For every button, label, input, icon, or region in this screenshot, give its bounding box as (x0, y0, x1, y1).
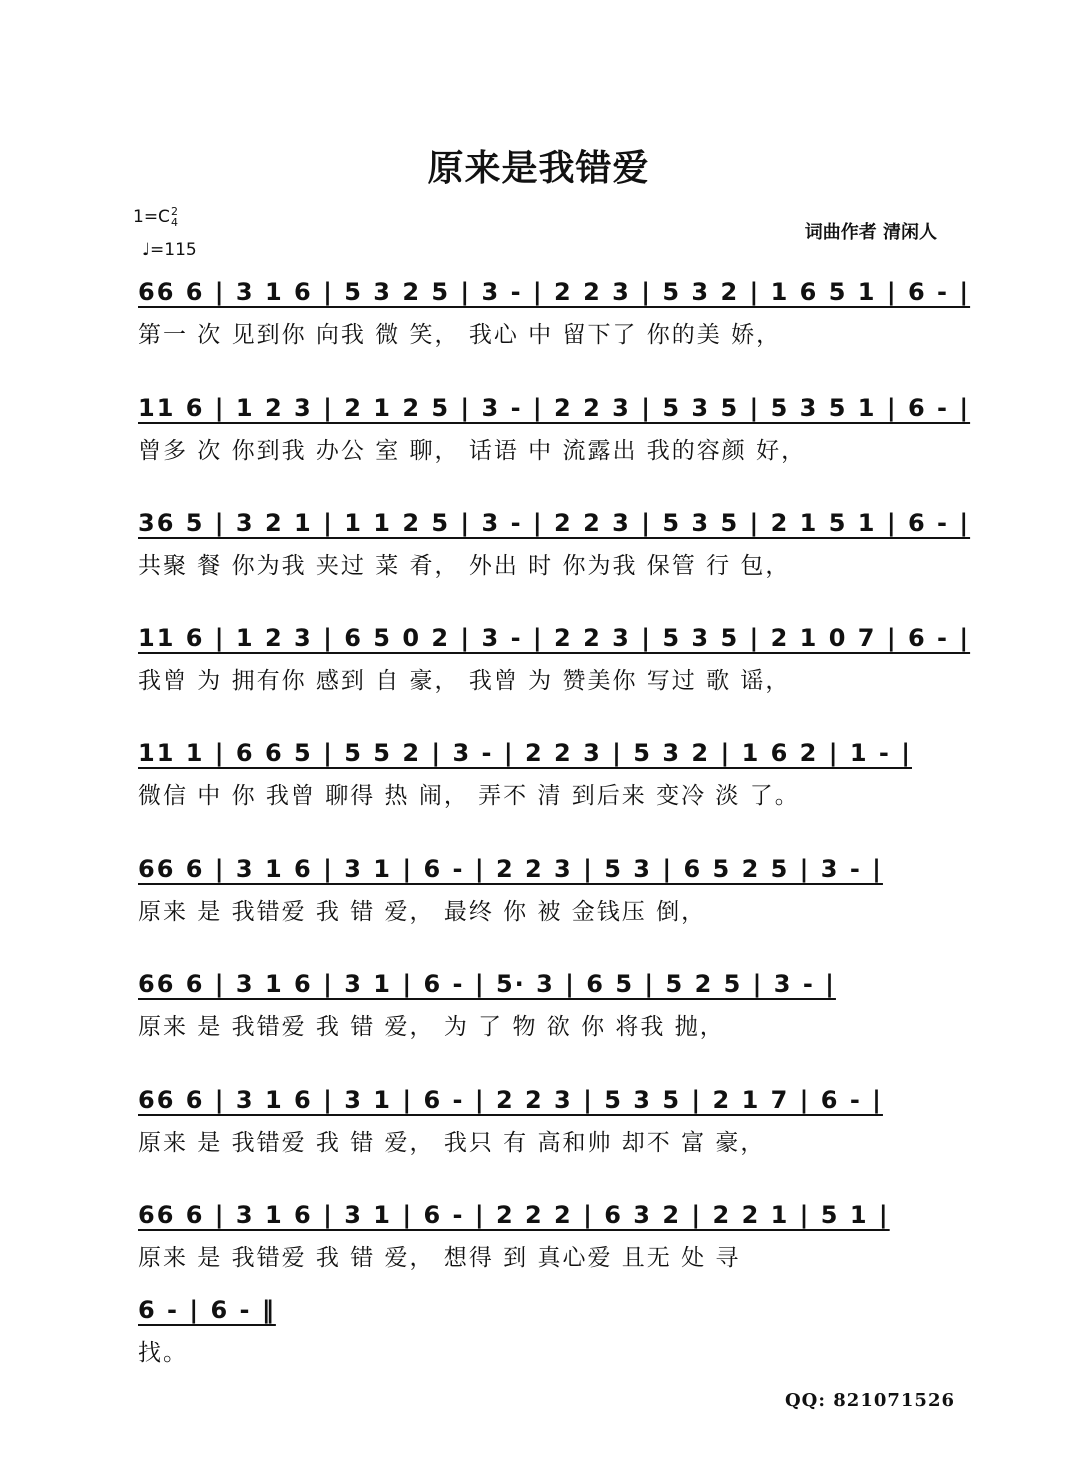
notation-row (138, 503, 971, 543)
notation-text: 11 1 | 6 6 5 | 5 5 2 | 3 - | 2 2 3 | 5 3 2 | 1 6 2 | 1 - | (138, 739, 912, 767)
author-credit: 词曲作者 清闲人 (804, 222, 937, 243)
score-line (138, 1195, 968, 1279)
notation-row (138, 1195, 968, 1235)
notation-row (138, 1080, 968, 1120)
lyrics-row: 第一 次 见到你 向我 微 笑， 我心 中 留下了 你的美 娇， (138, 322, 782, 348)
lyrics-row: 我曾 为 拥有你 感到 自 豪， 我曾 为 赞美你 写过 歌 谣， (138, 668, 791, 694)
key-signature (133, 206, 178, 228)
song-title: 原来是我错爱 (427, 147, 650, 189)
notation-row (138, 1290, 968, 1330)
notation-text: 66 6 | 3 1 6 | 3 1 | 6 - | 2 2 2 | 6 3 2 | 2 2 1 | 5 1 | (138, 1201, 890, 1229)
key-label: 1=C (133, 207, 170, 227)
time-signature-bottom: 4 (170, 216, 178, 229)
notation-row (138, 272, 971, 312)
score-line (138, 1080, 968, 1164)
time-signature (171, 206, 178, 228)
lyrics-row: 原来 是 我错爱 我 错 爱， 想得 到 真心爱 且无 处 寻 (138, 1245, 741, 1271)
notation-row (138, 388, 971, 428)
notation-row (138, 964, 968, 1004)
score-line-final (138, 1290, 968, 1374)
score-line (138, 964, 968, 1048)
lyrics-row: 共聚 餐 你为我 夹过 菜 肴， 外出 时 你为我 保管 行 包， (138, 553, 791, 579)
score-line (138, 733, 968, 817)
notation-text: 66 6 | 3 1 6 | 3 1 | 6 - | 2 2 3 | 5 3 | 6 5 2 5 | 3 - | (138, 855, 883, 883)
score-line (138, 849, 968, 933)
lyrics-row: 原来 是 我错爱 我 错 爱， 我只 有 高和帅 却不 富 豪， (138, 1130, 766, 1156)
notation-text: 66 6 | 3 1 6 | 3 1 | 6 - | 2 2 3 | 5 3 5 | 2 1 7 | 6 - | (138, 1086, 883, 1114)
tempo-marking: ♩=115 (142, 240, 197, 260)
notation-text: 11 6 | 1 2 3 | 6 5 0 2 | 3 - | 2 2 3 | 5 3 5 | 2 1 0 7 | 6 - | (138, 624, 971, 652)
notation-row (138, 733, 968, 773)
score-line (138, 503, 971, 587)
notation-text: 66 6 | 3 1 6 | 5 3 2 5 | 3 - | 2 2 3 | 5 3 2 | 1 6 5 1 | 6 - | (138, 278, 971, 306)
score-line (138, 388, 971, 472)
lyrics-row: 微信 中 你 我曾 聊得 热 闹， 弄不 清 到后来 变冷 淡 了。 (138, 783, 800, 809)
notation-text: 11 6 | 1 2 3 | 2 1 2 5 | 3 - | 2 2 3 | 5 3 5 | 5 3 5 1 | 6 - | (138, 394, 971, 422)
notation-text: 66 6 | 3 1 6 | 3 1 | 6 - | 5· 3 | 6 5 | 5 2 5 | 3 - | (138, 970, 836, 998)
notation-row (138, 618, 971, 658)
notation-text: 6 - | 6 - ‖ (138, 1296, 276, 1324)
notation-row (138, 849, 968, 889)
score-line (138, 272, 971, 356)
lyrics-row: 找。 (138, 1340, 188, 1366)
lyrics-row: 原来 是 我错爱 我 错 爱， 最终 你 被 金钱压 倒， (138, 899, 707, 925)
notation-text: 36 5 | 3 2 1 | 1 1 2 5 | 3 - | 2 2 3 | 5 3 5 | 2 1 5 1 | 6 - | (138, 509, 971, 537)
score-line (138, 618, 971, 702)
lyrics-row: 曾多 次 你到我 办公 室 聊， 话语 中 流露出 我的容颜 好， (138, 438, 807, 464)
contact-qq: QQ: 821071526 (785, 1390, 955, 1411)
lyrics-row: 原来 是 我错爱 我 错 爱， 为 了 物 欲 你 将我 抛， (138, 1014, 725, 1040)
time-signature-top: 2 (170, 205, 178, 218)
